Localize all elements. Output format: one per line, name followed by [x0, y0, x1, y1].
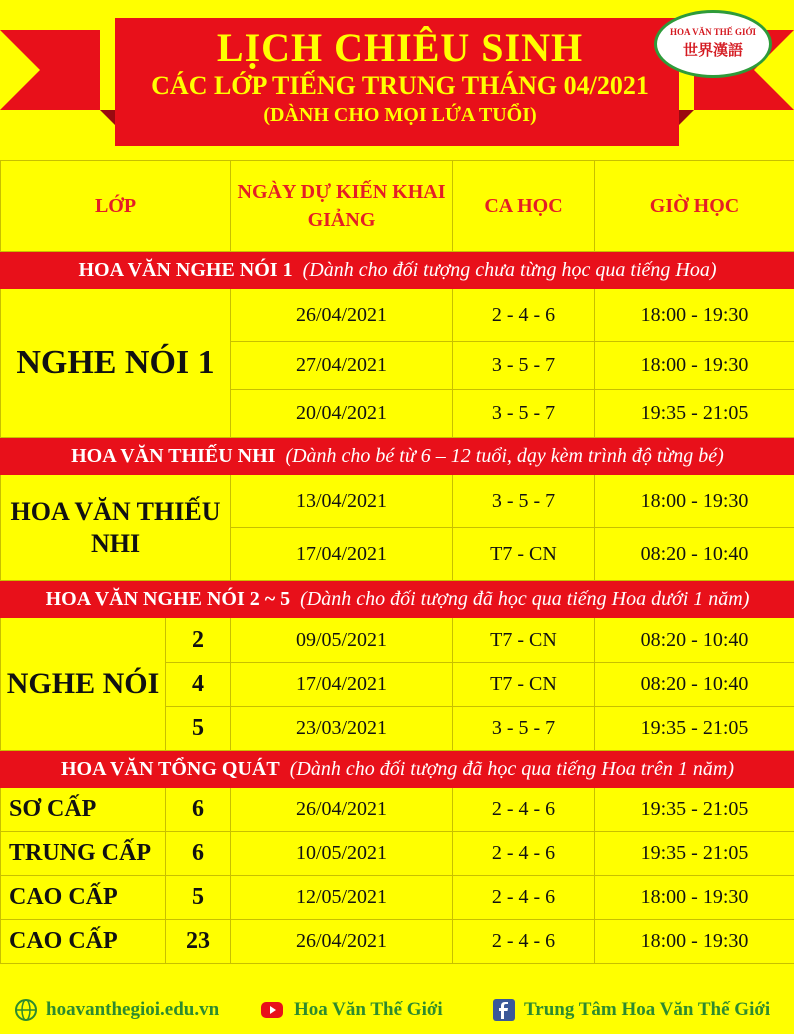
start-date: 26/04/2021 [231, 289, 453, 342]
page-title: LỊCH CHIÊU SINH [216, 25, 584, 70]
website-text: hoavanthegioi.edu.vn [46, 999, 220, 1020]
section-header [1, 438, 794, 475]
shift: 2 - 4 - 6 [453, 920, 595, 964]
start-date: 26/04/2021 [231, 920, 453, 964]
col-time: GIỜ HỌC [595, 161, 794, 252]
title-block [120, 26, 680, 128]
shift: T7 - CN [453, 528, 595, 581]
level: 4 [166, 663, 231, 707]
section-title: HOA VĂN THIẾU NHI [71, 444, 276, 467]
start-date: 17/04/2021 [231, 663, 453, 707]
facebook-icon [492, 998, 516, 1022]
class-name: SƠ CẤP [1, 788, 166, 832]
table-row [1, 289, 794, 342]
level: 23 [166, 920, 231, 964]
shift: 3 - 5 - 7 [453, 390, 595, 438]
page-subtitle: CÁC LỚP TIẾNG TRUNG THÁNG 04/2021 [151, 71, 649, 100]
facebook-link[interactable] [492, 998, 770, 1022]
footer [0, 988, 794, 1034]
start-date: 10/05/2021 [231, 832, 453, 876]
col-class: LỚP [1, 161, 231, 252]
section-header [1, 751, 794, 788]
brand-logo [654, 10, 772, 78]
class-label: HOA VĂN THIẾU NHI [1, 475, 231, 581]
shift: 3 - 5 - 7 [453, 707, 595, 751]
level: 6 [166, 788, 231, 832]
start-date: 13/04/2021 [231, 475, 453, 528]
level: 6 [166, 832, 231, 876]
time: 08:20 - 10:40 [595, 528, 794, 581]
start-date: 23/03/2021 [231, 707, 453, 751]
class-label: NGHE NÓI [1, 618, 166, 751]
section-title: HOA VĂN NGHE NÓI 2 ~ 5 [45, 587, 291, 610]
youtube-text: Hoa Văn Thế Giới [294, 999, 443, 1020]
start-date: 27/04/2021 [231, 342, 453, 390]
logo-chinese: 世界漢語 [682, 43, 743, 59]
class-name: CAO CẤP [1, 876, 166, 920]
start-date: 20/04/2021 [231, 390, 453, 438]
section-desc: (Dành cho đối tượng đã học qua tiếng Hoa trên 1 năm) [289, 757, 735, 780]
shift: 2 - 4 - 6 [453, 832, 595, 876]
section-desc: (Dành cho bé từ 6 – 12 tuổi, dạy kèm trình độ từng bé) [285, 444, 724, 467]
time: 08:20 - 10:40 [595, 663, 794, 707]
table-row [1, 832, 794, 876]
table-row [1, 920, 794, 964]
table-row [1, 788, 794, 832]
time: 08:20 - 10:40 [595, 618, 794, 663]
class-name: CAO CẤP [1, 920, 166, 964]
time: 18:00 - 19:30 [595, 920, 794, 964]
level: 5 [166, 707, 231, 751]
shift: T7 - CN [453, 618, 595, 663]
shift: 3 - 5 - 7 [453, 475, 595, 528]
shift: 2 - 4 - 6 [453, 788, 595, 832]
section-desc: (Dành cho đối tượng đã học qua tiếng Hoa dưới 1 năm) [300, 587, 750, 610]
schedule-table [0, 160, 794, 964]
table-row [1, 475, 794, 528]
section-title: HOA VĂN NGHE NÓI 1 [78, 258, 293, 281]
table-row [1, 876, 794, 920]
start-date: 26/04/2021 [231, 788, 453, 832]
youtube-icon [258, 998, 286, 1022]
level: 2 [166, 618, 231, 663]
time: 19:35 - 21:05 [595, 390, 794, 438]
logo-text: HOA VĂN THẾ GIỚI [670, 27, 756, 37]
youtube-link[interactable] [258, 998, 443, 1022]
start-date: 12/05/2021 [231, 876, 453, 920]
section-header [1, 581, 794, 618]
time: 19:35 - 21:05 [595, 832, 794, 876]
start-date: 17/04/2021 [231, 528, 453, 581]
section-desc: (Dành cho đối tượng chưa từng học qua tiếng Hoa) [302, 258, 717, 281]
level: 5 [166, 876, 231, 920]
shift: T7 - CN [453, 663, 595, 707]
time: 18:00 - 19:30 [595, 475, 794, 528]
table-header [1, 161, 794, 252]
globe-icon [14, 998, 38, 1022]
time: 19:35 - 21:05 [595, 788, 794, 832]
start-date: 09/05/2021 [231, 618, 453, 663]
shift: 3 - 5 - 7 [453, 342, 595, 390]
class-name: TRUNG CẤP [1, 832, 166, 876]
section-header [1, 252, 794, 289]
col-shift: CA HỌC [453, 161, 595, 252]
shift: 2 - 4 - 6 [453, 876, 595, 920]
shift: 2 - 4 - 6 [453, 289, 595, 342]
class-label: NGHE NÓI 1 [1, 289, 231, 438]
time: 19:35 - 21:05 [595, 707, 794, 751]
time: 18:00 - 19:30 [595, 342, 794, 390]
time: 18:00 - 19:30 [595, 289, 794, 342]
section-title: HOA VĂN TỔNG QUÁT [60, 757, 280, 780]
time: 18:00 - 19:30 [595, 876, 794, 920]
audience-note: (DÀNH CHO MỌI LỨA TUỔI) [263, 104, 537, 126]
facebook-text: Trung Tâm Hoa Văn Thế Giới [524, 999, 771, 1020]
table-row [1, 618, 794, 663]
website-link[interactable] [14, 998, 219, 1022]
col-start-date: NGÀY DỰ KIẾN KHAI GIẢNG [231, 161, 453, 252]
